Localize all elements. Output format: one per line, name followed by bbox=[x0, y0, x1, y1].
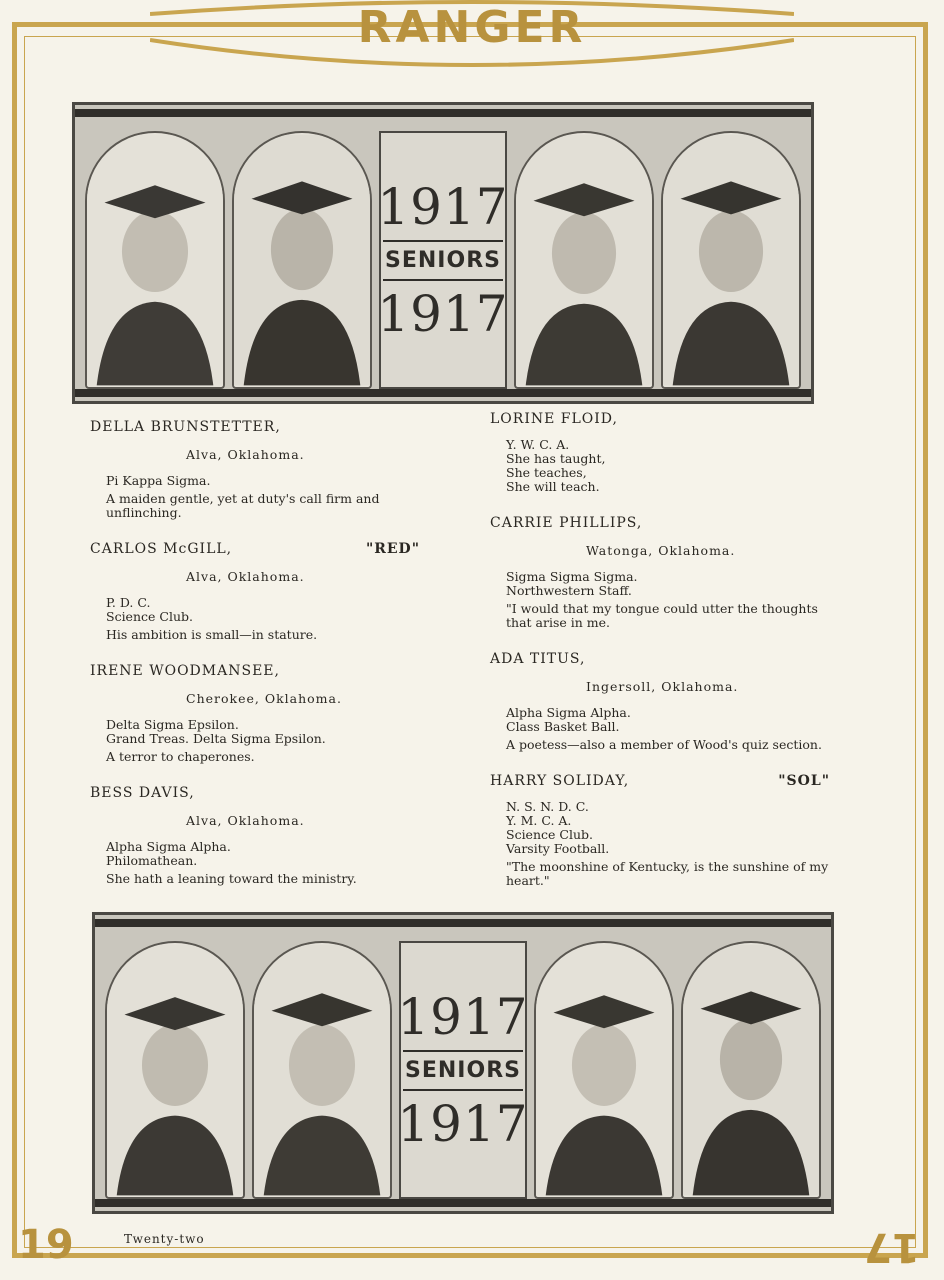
senior-activity: Y. M. C. A. bbox=[506, 813, 572, 828]
senior-activity: Class Basket Ball. bbox=[506, 719, 620, 734]
photo-panel-bottom bbox=[92, 912, 834, 1214]
senior-town: Watonga, Oklahoma. bbox=[586, 543, 736, 558]
senior-activity: She teaches, bbox=[506, 465, 587, 480]
senior-activity: Science Club. bbox=[506, 827, 593, 842]
senior-entry bbox=[90, 786, 420, 886]
badge-year-bottom: 1917 bbox=[377, 284, 509, 343]
senior-name: DELLA BRUNSTETTER, bbox=[90, 419, 281, 435]
badge-year-bottom: 1917 bbox=[397, 1094, 529, 1153]
senior-name: LORINE FLOID, bbox=[490, 411, 618, 427]
senior-quote: A poetess—also a member of Wood's quiz section. bbox=[506, 737, 822, 752]
badge-label: SENIORS bbox=[383, 240, 503, 281]
senior-town: Cherokee, Oklahoma. bbox=[186, 691, 342, 706]
panel-stripe bbox=[95, 919, 831, 927]
portrait-photo bbox=[232, 131, 372, 389]
badge-year-top: 1917 bbox=[397, 987, 529, 1046]
left-column bbox=[90, 420, 420, 908]
senior-activity: She has taught, bbox=[506, 451, 606, 466]
senior-name: CARRIE PHILLIPS, bbox=[490, 515, 643, 531]
senior-activity: Pi Kappa Sigma. bbox=[106, 473, 211, 488]
senior-activity: Philomathean. bbox=[106, 853, 198, 868]
senior-quote: A terror to chaperones. bbox=[106, 749, 255, 764]
panel-stripe bbox=[95, 1199, 831, 1207]
panel-stripe bbox=[75, 389, 811, 397]
senior-activity: Alpha Sigma Alpha. bbox=[506, 705, 631, 720]
senior-activity: Y. W. C. A. bbox=[506, 437, 570, 452]
senior-town: Alva, Oklahoma. bbox=[186, 569, 305, 584]
corner-year-left: 19 bbox=[18, 1222, 74, 1268]
senior-name: HARRY SOLIDAY, bbox=[490, 773, 630, 789]
senior-activity: Grand Treas. Delta Sigma Epsilon. bbox=[106, 731, 326, 746]
portrait-photo bbox=[85, 131, 225, 389]
senior-name: IRENE WOODMANSEE, bbox=[90, 663, 280, 679]
senior-quote: She hath a leaning toward the ministry. bbox=[106, 871, 357, 886]
portrait-photo bbox=[534, 941, 674, 1199]
portrait-photo bbox=[661, 131, 801, 389]
page-number: Twenty-two bbox=[124, 1232, 205, 1246]
portrait-photo bbox=[681, 941, 821, 1199]
senior-entry bbox=[90, 664, 420, 764]
badge-year-top: 1917 bbox=[377, 177, 509, 236]
senior-quote: "I would that my tongue could utter the thoughts that arise in me. bbox=[506, 601, 818, 630]
portrait-photo bbox=[252, 941, 392, 1199]
senior-name: ADA TITUS, bbox=[490, 651, 586, 667]
senior-town: Ingersoll, Oklahoma. bbox=[586, 679, 739, 694]
senior-activity: She will teach. bbox=[506, 479, 600, 494]
senior-entry bbox=[490, 774, 830, 888]
senior-entry bbox=[490, 412, 830, 494]
yearbook-title: RANGER bbox=[357, 2, 587, 53]
senior-nickname: "SOL" bbox=[778, 773, 830, 789]
seniors-badge bbox=[379, 131, 507, 389]
senior-activity: P. D. C. bbox=[106, 595, 151, 610]
senior-activity: Varsity Football. bbox=[506, 841, 610, 856]
senior-activity: N. S. N. D. C. bbox=[506, 799, 589, 814]
photo-panel-top bbox=[72, 102, 814, 404]
senior-town: Alva, Oklahoma. bbox=[186, 447, 305, 462]
senior-quote: A maiden gentle, yet at duty's call firm and unflinching. bbox=[106, 491, 380, 520]
senior-entry bbox=[490, 652, 830, 752]
senior-entry bbox=[90, 542, 420, 642]
right-column bbox=[490, 412, 830, 910]
corner-year-right: 17 bbox=[864, 1224, 920, 1270]
senior-activity: Alpha Sigma Alpha. bbox=[106, 839, 231, 854]
senior-town: Alva, Oklahoma. bbox=[186, 813, 305, 828]
seniors-badge bbox=[399, 941, 527, 1199]
senior-activity: Science Club. bbox=[106, 609, 193, 624]
senior-nickname: "RED" bbox=[365, 541, 420, 557]
senior-entry bbox=[90, 420, 420, 520]
senior-quote: "The moonshine of Kentucky, is the sunshine of my heart." bbox=[506, 859, 829, 888]
panel-stripe bbox=[75, 109, 811, 117]
portrait-photo bbox=[105, 941, 245, 1199]
badge-label: SENIORS bbox=[403, 1050, 523, 1091]
senior-activity: Delta Sigma Epsilon. bbox=[106, 717, 239, 732]
senior-name: CARLOS McGILL, bbox=[90, 541, 233, 557]
senior-entry bbox=[490, 516, 830, 630]
senior-quote: His ambition is small—in stature. bbox=[106, 627, 318, 642]
portrait-photo bbox=[514, 131, 654, 389]
senior-activity: Northwestern Staff. bbox=[506, 583, 632, 598]
senior-name: BESS DAVIS, bbox=[90, 785, 195, 801]
senior-activity: Sigma Sigma Sigma. bbox=[506, 569, 638, 584]
